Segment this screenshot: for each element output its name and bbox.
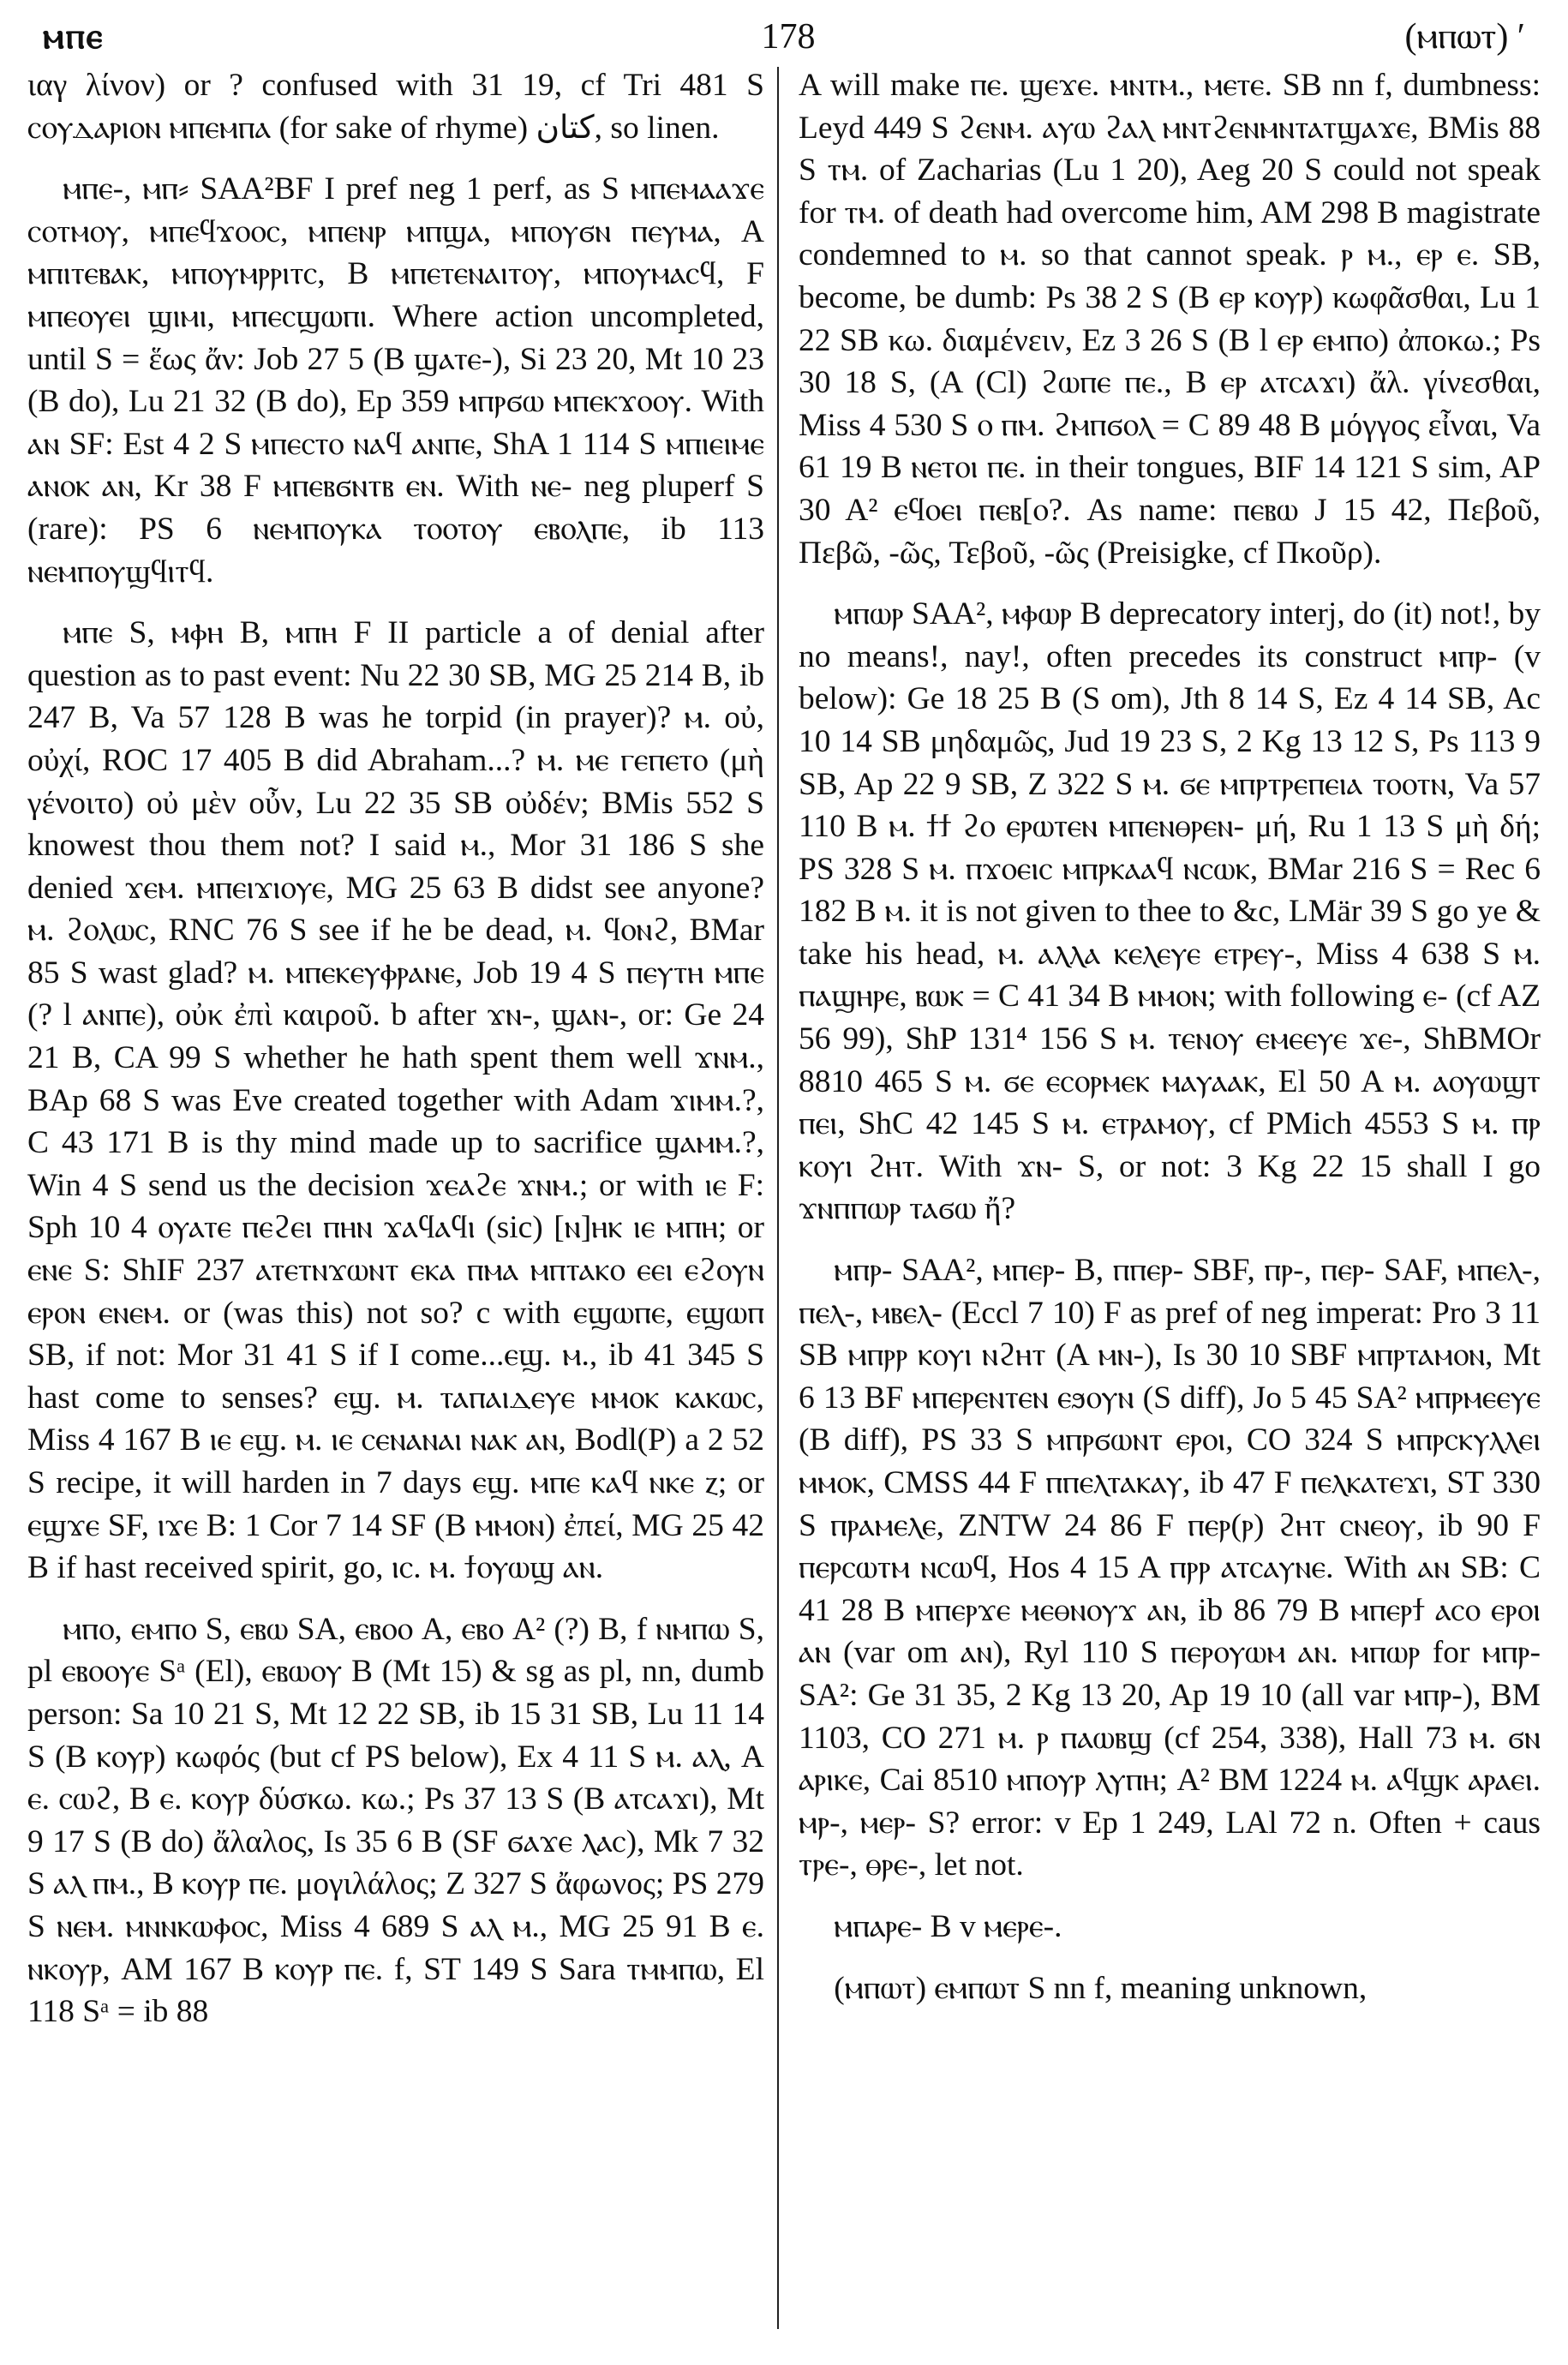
page-number: 178 [761,17,816,57]
dictionary-entry: ⲙⲡⲱⲣ SAA², ⲙⲫⲱⲣ B deprecatory interj, do (it) not!, by no means!, nay!, often precedes its construct ⲙⲡⲣ- (v below): Ge 18 25 B (S om), Jth 8 14 S, Ez 4 14 SB, Ac 10 14 SB μηδαμῶς, Jud 19 23 S, 2 Kg 13 12 S, Ps 113 9 SB, Ap 22 9 SB, Z 322 S ⲙ. ϭⲉ ⲙⲡⲣⲧⲣⲉⲡⲉⲓⲁ ⲧⲟⲟⲧⲛ, Va 57 110 B ⲙ. ϯϯ ϩⲟ ⲉⲣⲱⲧⲉⲛ ⲙⲡⲉⲛⲑⲣⲉⲛ- μή, Ru 1 13 S μὴ δή; PS 328 S ⲙ. ⲡϫⲟⲉⲓⲥ ⲙⲡⲣⲕⲁⲁϥ ⲛⲥⲱⲕ, BMar 216 S = Rec 6 182 B ⲙ. it is not given to thee to &c, LMär 39 S go ye & take his head, ⲙ. ⲁⲗⲗⲁ ⲕⲉⲗⲉⲩⲉ ⲉⲧⲣⲉⲩ-, Miss 4 638 S ⲙ. ⲡⲁϣⲏⲣⲉ, ⲃⲱⲕ = C 41 34 B ⲙⲙⲟⲛ; with following ⲉ- (cf AZ 56 99), ShP 131⁴ 156 S ⲙ. ⲧⲉⲛⲟⲩ ⲉⲙⲉⲉⲩⲉ ϫⲉ-, ShBMOr 8810 465 S ⲙ. ϭⲉ ⲉⲥⲟⲣⲙⲉⲕ ⲙⲁⲩⲁⲁⲕ, El 50 A ⲙ. ⲁⲟⲩⲱϣⲧ ⲡⲉⲓ, ShC 42 145 S ⲙ. ⲉⲧⲣⲁⲙⲟⲩ, cf PMich 4553 S ⲙ. ⲡⲣ ⲕⲟⲩⲓ ϩⲏⲧ. With ϫⲛ- S, or not: 3 Kg 22 15 shall I go ϫⲛⲡⲡⲱⲣ ⲧⲁϭⲱ ἤ? [799,596,1541,1227]
dictionary-entry: ⲙⲡⲟ, ⲉⲙⲡⲟ S, ⲉⲃⲱ SA, ⲉⲃⲟⲟ A, ⲉⲃⲟ A² (?) B, f ⲛⲙⲡⲱ S, pl ⲉⲃⲟⲟⲩⲉ Sᵃ (El), ⲉⲃⲱⲟⲩ B (Mt 15) & sg as pl, nn, dumb person: Sa 10 21 S, Mt 12 22 SB, ib 15 31 SB, Lu 11 14 S (B ⲕⲟⲩⲣ) κωφός (but cf PS below), Ex 4 11 S ⲙ. ⲁⲗ, A ⲉ. ⲥⲱϩ, B ⲉ. ⲕⲟⲩⲣ δύσκω. κω.; Ps 37 13 S (B ⲁⲧⲥⲁϫⲓ), Mt 9 17 S (B do) ἄλαλος, Is 35 6 B (SF ϭⲁϫⲉ ⲗⲁⲥ), Mk 7 32 S ⲁⲗ ⲡⲙ., B ⲕⲟⲩⲣ ⲡⲉ. μογιλάλος; Z 327 S ἄφωνος; PS 279 S ⲛⲉⲙ. ⲙⲛⲛⲕⲱⲫⲟⲥ, Miss 4 689 S ⲁⲗ ⲙ., MG 25 91 B ⲉ. ⲛⲕⲟⲩⲣ, AM 167 B ⲕⲟⲩⲣ ⲡⲉ. f, ST 149 S Sara ⲧⲙⲙⲡⲱ, El 118 Sᵃ = ib 88 [27,1611,764,2030]
dictionary-entry: ιαγ λίνον) or ? confused with 31 19, cf Tri 481 S ⲥⲟⲩⲇⲁⲣⲓⲟⲛ ⲙⲡⲉⲙⲡⲁ (for sake of rhyme) كتان, so linen. [27,68,764,146]
header-headword: ⲙⲡⲉ [43,17,105,57]
dictionary-entry: ⲙⲡⲣ- SAA², ⲙⲡⲉⲣ- B, ⲡⲡⲉⲣ- SBF, ⲡⲣ-, ⲡⲉⲣ- SAF, ⲙⲡⲉⲗ-, ⲡⲉⲗ-, ⲙⲃⲉⲗ- (Eccl 7 10) F as pref of neg imperat: Pro 3 11 SB ⲙⲡⲣⲣ ⲕⲟⲩⲓ ⲛϩⲏⲧ (A ⲙⲛ-), Is 30 10 SBF ⲙⲡⲣⲧⲁⲙⲟⲛ, Mt 6 13 BF ⲙⲡⲉⲣⲉⲛⲧⲉⲛ ⲉϧⲟⲩⲛ (S diff), Jo 5 45 SA² ⲙⲡⲣⲙⲉⲉⲩⲉ (B diff), PS 33 S ⲙⲡⲣϭⲱⲛⲧ ⲉⲣⲟⲓ, CO 324 S ⲙⲡⲣⲥⲕⲩⲗⲗⲉⲓ ⲙⲙⲟⲕ, CMSS 44 F ⲡⲡⲉⲗⲧⲁⲕⲁⲩ, ib 47 F ⲡⲉⲗⲕⲁⲧⲉϫⲓ, ST 330 S ⲡⲣⲁⲙⲉⲗⲉ, ZNTW 24 86 F ⲡⲉⲣ(ⲣ) ϩⲏⲧ ⲥⲛⲉⲟⲩ, ib 90 F ⲡⲉⲣⲥⲱⲧⲙ ⲛⲥⲱϥ, Hos 4 15 A ⲡⲣⲣ ⲁⲧⲥⲁⲩⲛⲉ. With ⲁⲛ SB: C 41 28 B ⲙⲡⲉⲣϫⲉ ⲙⲉⲑⲛⲟⲩϫ ⲁⲛ, ib 86 79 B ⲙⲡⲉⲣϯ ⲁⲥⲟ ⲉⲣⲟⲓ ⲁⲛ (var om ⲁⲛ), Ryl 110 S ⲡⲉⲣⲟⲩⲱⲙ ⲁⲛ. ⲙⲡⲱⲣ for ⲙⲡⲣ- SA²: Ge 31 35, 2 Kg 13 20, Ap 19 10 (all var ⲙⲡⲣ-), BM 1103, CO 271 ⲙ. ⲣ ⲡⲁⲱⲃϣ (cf 254, 338), Hall 73 ⲙ. ϭⲛ ⲁⲣⲓⲕⲉ, Cai 8510 ⲙⲡⲟⲩⲣ ⲗⲩⲡⲏ; A² BM 1224 ⲙ. ⲁϥϣⲕ ⲁⲣⲁⲉⲓ. ⲙⲣ-, ⲙⲉⲣ- S? error: v Ep 1 249, LAl 72 n. Often + caus ⲧⲣⲉ-, ⲑⲣⲉ-, let not. [799,1253,1541,1883]
header-last-entry: (ⲙⲡⲱⲧ) ʹ [1404,17,1525,57]
page-header [34,7,1542,67]
left-column [27,64,764,2352]
right-column [799,64,1541,2352]
dictionary-entry: ⲙⲡⲉ-, ⲙⲡ⸗ SAA²BF I pref neg 1 perf, as S ⲙⲡⲉⲙⲁⲁϫⲉ ⲥⲟⲧⲙⲟⲩ, ⲙⲡⲉϥϫⲟⲟⲥ, ⲙⲡⲉⲛⲣ ⲙⲡϣⲁ, ⲙⲡⲟⲩϭⲛ ⲡⲉⲩⲙⲁ, A ⲙⲡⲓⲧⲉⲃⲁⲕ, ⲙⲡⲟⲩⲙⲣⲣⲓⲧⲥ, B ⲙⲡⲉⲧⲉⲛⲁⲓⲧⲟⲩ, ⲙⲡⲟⲩⲙⲁⲥϥ, F ⲙⲡⲉⲟⲩⲉⲓ ϣⲓⲙⲓ, ⲙⲡⲉⲥϣⲱⲡⲓ. Where action uncompleted, until S = ἕως ἄν: Job 27 5 (B ϣⲁⲧⲉ-), Si 23 20, Mt 10 23 (B do), Lu 21 32 (B do), Ep 359 ⲙⲡⲣϭⲱ ⲙⲡⲉⲕϫⲟⲟⲩ. With ⲁⲛ SF: Est 4 2 S ⲙⲡⲉⲥⲧⲟ ⲛⲁϥ ⲁⲛⲡⲉ, ShA 1 114 S ⲙⲡⲓⲉⲓⲙⲉ ⲁⲛⲟⲕ ⲁⲛ, Kr 38 F ⲙⲡⲉⲃϭⲛⲧⲃ ⲉⲛ. With ⲛⲉ- neg pluperf S (rare): PS 6 ⲛⲉⲙⲡⲟⲩⲕⲁ ⲧⲟⲟⲧⲟⲩ ⲉⲃⲟⲗⲡⲉ, ib 113 ⲛⲉⲙⲡⲟⲩϣϥⲓⲧϥ. [27,171,764,590]
dictionary-entry: ⲙⲡⲁⲣⲉ- B v ⲙⲉⲣⲉ-. [834,1908,1062,1944]
dictionary-entry: (ⲙⲡⲱⲧ) ⲉⲙⲡⲱⲧ S nn f, meaning unknown, [834,1970,1368,2006]
dictionary-entry: A will make ⲡⲉ. ϣⲉϫⲉ. ⲙⲛⲧⲙ., ⲙⲉⲧⲉ. SB nn f, dumbness: Leyd 449 S ϩⲉⲛⲙ. ⲁⲩⲱ ϩⲁⲗ ⲙⲛⲧϩⲉⲛⲙⲛⲧⲁⲧϣⲁϫⲉ, BMis 88 S ⲧⲙ. of Zacharias (Lu 1 20), Aeg 20 S could not speak for ⲧⲙ. of death had overcome him, AM 298 B magistrate condemned to ⲙ. so that cannot speak. ⲣ ⲙ., ⲉⲣ ⲉ. SB, become, be dumb: Ps 38 2 S (B ⲉⲣ ⲕⲟⲩⲣ) κωφᾶσθαι, Lu 1 22 SB κω. διαμένειν, Ez 3 26 S (B l ⲉⲣ ⲉⲙⲡⲟ) ἀποκω.; Ps 30 18 S, (A (Cl) ϩⲱⲡⲉ ⲡⲉ., B ⲉⲣ ⲁⲧⲥⲁϫⲓ) ἄλ. γίνεσθαι, Miss 4 530 S ⲟ ⲡⲙ. ϩⲙⲡϭⲟⲗ = C 89 48 B μόγγος εἶναι, Va 61 19 B ⲛⲉⲧⲟⲓ ⲡⲉ. in their tongues, BIF 14 121 S sim, AP 30 A² ⲉϥⲟⲉⲓ ⲡⲉⲃ[ⲟ?. As name: ⲡⲉⲃⲱ J 15 42, Πεβοῦ, Πεβῶ, -ῶς, Τεβοῦ, -ῶς (Preisigke, cf Πκοῦρ). [799,68,1541,571]
column-divider [777,67,779,2329]
dictionary-entry: ⲙⲡⲉ S, ⲙⲫⲏ B, ⲙⲡⲏ F II particle a of denial after question as to past event: Nu 22 30 SB, MG 25 214 B, ib 247 B, Va 57 128 B was he torpid (in prayer)? ⲙ. οὐ, οὐχί, ROC 17 405 B did Abraham...? ⲙ. ⲙⲉ ⲅⲉⲡⲉⲧⲟ (μὴ γένοιτο) οὐ μὲν οὖν, Lu 22 35 SB οὐδέν; BMis 552 S knowest thou them not? I said ⲙ., Mor 31 186 S she denied ϫⲉⲙ. ⲙⲡⲉⲓϫⲓⲟⲩⲉ, MG 25 63 B didst see anyone? ⲙ. ϩⲟⲗⲱⲥ, RNC 76 S see if he be dead, ⲙ. ϥⲟⲛϩ, BMar 85 S wast glad? ⲙ. ⲙⲡⲉⲕⲉⲩⲫⲣⲁⲛⲉ, Job 19 4 S ⲡⲉⲩⲧⲏ ⲙⲡⲉ (? l ⲁⲛⲡⲉ), οὐκ ἐπὶ καιροῦ. b after ϫⲛ-, ϣⲁⲛ-, or: Ge 24 21 B, CA 99 S whether he hath spent them well ϫⲛⲙ., BAp 68 S was Eve created together with Adam ϫⲓⲙⲙ.?, C 43 171 B is thy mind made up to sacrifice ϣⲁⲙⲙ.?, Win 4 S send us the decision ϫⲉⲁϩⲉ ϫⲛⲙ.; or with ⲓⲉ F: Sph 10 4 ⲟⲩⲁⲧⲉ ⲡⲉϩⲉⲓ ⲡⲏⲛ ϫⲁϥⲁϥⲓ (sic) [ⲛ]ⲏⲕ ⲓⲉ ⲙⲡⲏ; or ⲉⲛⲉ S: ShIF 237 ⲁⲧⲉⲧⲛϫⲱⲛⲧ ⲉⲕⲁ ⲡⲙⲁ ⲙⲡⲧⲁⲕⲟ ⲉⲉⲓ ⲉϩⲟⲩⲛ ⲉⲣⲟⲛ ⲉⲛⲉⲙ. or (was this) not so? c with ⲉϣⲱⲡⲉ, ⲉϣⲱⲡ SB, if not: Mor 31 41 S if I come...ⲉϣ. ⲙ., ib 41 345 S hast come to senses? ⲉϣ. ⲙ. ⲧⲁⲡⲁⲓⲇⲉⲩⲉ ⲙⲙⲟⲕ ⲕⲁⲕⲱⲥ, Miss 4 167 B ⲓⲉ ⲉϣ. ⲙ. ⲓⲉ ⲥⲉⲛⲁⲛⲁⲓ ⲛⲁⲕ ⲁⲛ, Bodl(P) a 2 52 S recipe, it will harden in 7 days ⲉϣ. ⲙⲡⲉ ⲕⲁϥ ⲛⲕⲉ ⲍ; or ⲉϣϫⲉ SF, ⲓϫⲉ B: 1 Cor 7 14 SF (B ⲙⲙⲟⲛ) ἐπεί, MG 25 42 B if hast received spirit, go, ⲓⲥ. ⲙ. ϯⲟⲩⲱϣ ⲁⲛ. [27,615,764,1586]
